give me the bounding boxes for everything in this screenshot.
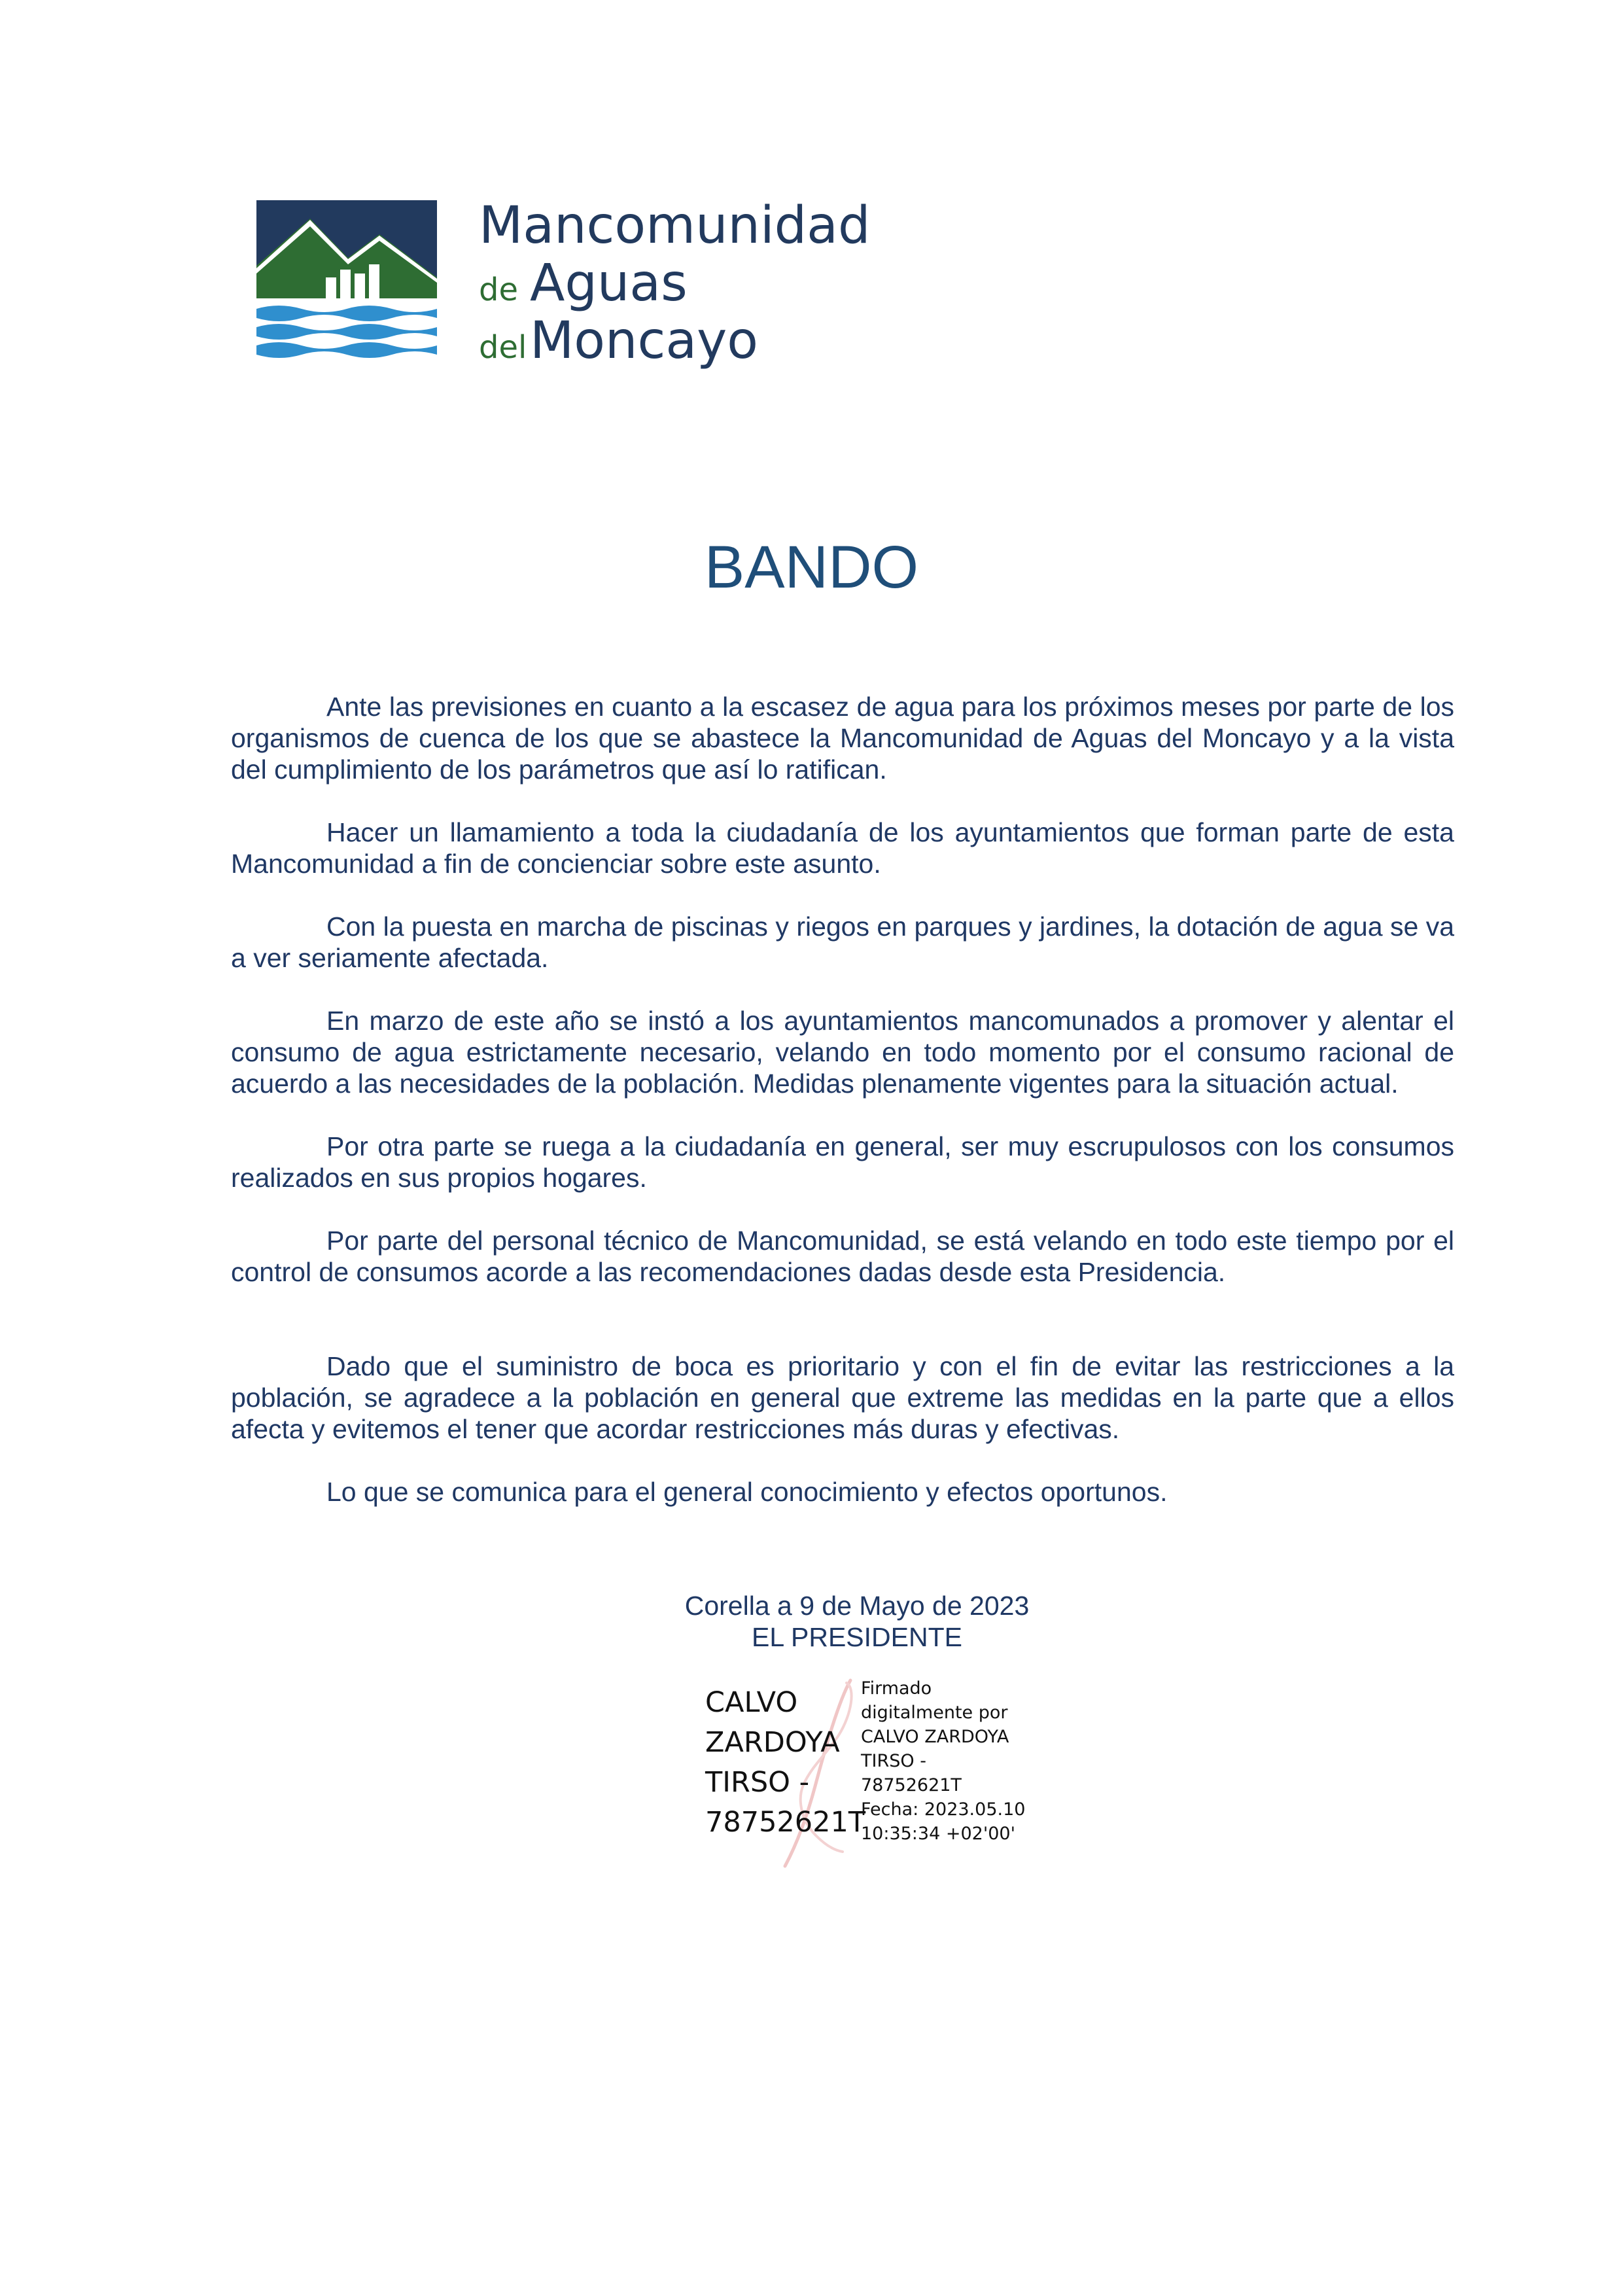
- logo-line-moncayo: [479, 311, 758, 370]
- paragraph: En marzo de este año se instó a los ayuntamientos mancomunados a promover y alentar el consumo de agua estrictamente necesario, velando en todo momento por el consumo racional de acuerdo a las necesidades de la población. Medidas plenamente vigentes para la situación actual.: [231, 1006, 1454, 1099]
- paragraph: Hacer un llamamiento a toda la ciudadanía de los ayuntamientos que forman parte de esta Mancomunidad a fin de concienciar sobre este asunto.: [231, 817, 1454, 879]
- digital-signature: [705, 1675, 1045, 1871]
- logo-word-aguas: Aguas: [530, 254, 688, 313]
- paragraph: Con la puesta en marcha de piscinas y riegos en parques y jardines, la dotación de agua se va a ver seriamente afectada.: [231, 911, 1454, 973]
- signature-detail-line: Firmado: [861, 1678, 932, 1699]
- logo-word-moncayo: Moncayo: [530, 311, 759, 370]
- logo-line-mancomunidad: Mancomunidad: [479, 196, 871, 255]
- logo-line-aguas: [479, 254, 688, 313]
- mountain-water-logo-icon: [256, 200, 437, 361]
- signature-details: [861, 1676, 1057, 1846]
- signature-detail-line: CALVO ZARDOYA: [861, 1727, 1009, 1747]
- signature-detail-line: TIRSO -: [861, 1751, 926, 1771]
- logo-word-de: de: [479, 272, 518, 308]
- signature-detail-line: Fecha: 2023.05.10: [861, 1799, 1026, 1820]
- signer-name-line: TIRSO -: [705, 1766, 810, 1799]
- signatory-role: EL PRESIDENTE: [751, 1622, 962, 1652]
- paragraph: Por parte del personal técnico de Mancomunidad, se está velando en todo este tiempo por el control de consumos acorde a las recomendaciones dadas desde esta Presidencia.: [231, 1226, 1454, 1287]
- document-title: BANDO: [704, 534, 919, 601]
- signature-detail-line: digitalmente por: [861, 1703, 1008, 1723]
- closing-block: [602, 1590, 1112, 1653]
- logo-word-del: del: [479, 329, 527, 366]
- place-date: Corella a 9 de Mayo de 2023: [684, 1591, 1030, 1621]
- paragraph: Ante las previsiones en cuanto a la escasez de agua para los próximos meses por parte de los organismos de cuenca de los que se abastece la Mancomunidad de Aguas del Moncayo y a la vista del cumplimiento de los parámetros que así lo ratifican.: [231, 692, 1454, 785]
- organization-logo: [256, 196, 871, 373]
- signer-name-line: 78752621T: [705, 1806, 866, 1839]
- signer-name: [705, 1683, 865, 1843]
- paragraph: Lo que se comunica para el general conocimiento y efectos oportunos.: [326, 1477, 1168, 1507]
- signer-name-line: ZARDOYA: [705, 1726, 840, 1759]
- paragraph: Por otra parte se ruega a la ciudadanía en general, ser muy escrupulosos con los consumos realizados en sus propios hogares.: [231, 1131, 1454, 1193]
- document-body: [231, 691, 1454, 1508]
- signer-name-line: CALVO: [705, 1686, 798, 1719]
- signature-detail-line: 78752621T: [861, 1775, 962, 1795]
- signature-detail-line: 10:35:34 +02'00': [861, 1824, 1016, 1844]
- paragraph: Dado que el suministro de boca es prioritario y con el fin de evitar las restricciones a la población, se agradece a la población en general que extreme las medidas en la parte que a ellos afecta y evitemos el tener que acordar restricciones más duras y efectivas.: [231, 1351, 1454, 1444]
